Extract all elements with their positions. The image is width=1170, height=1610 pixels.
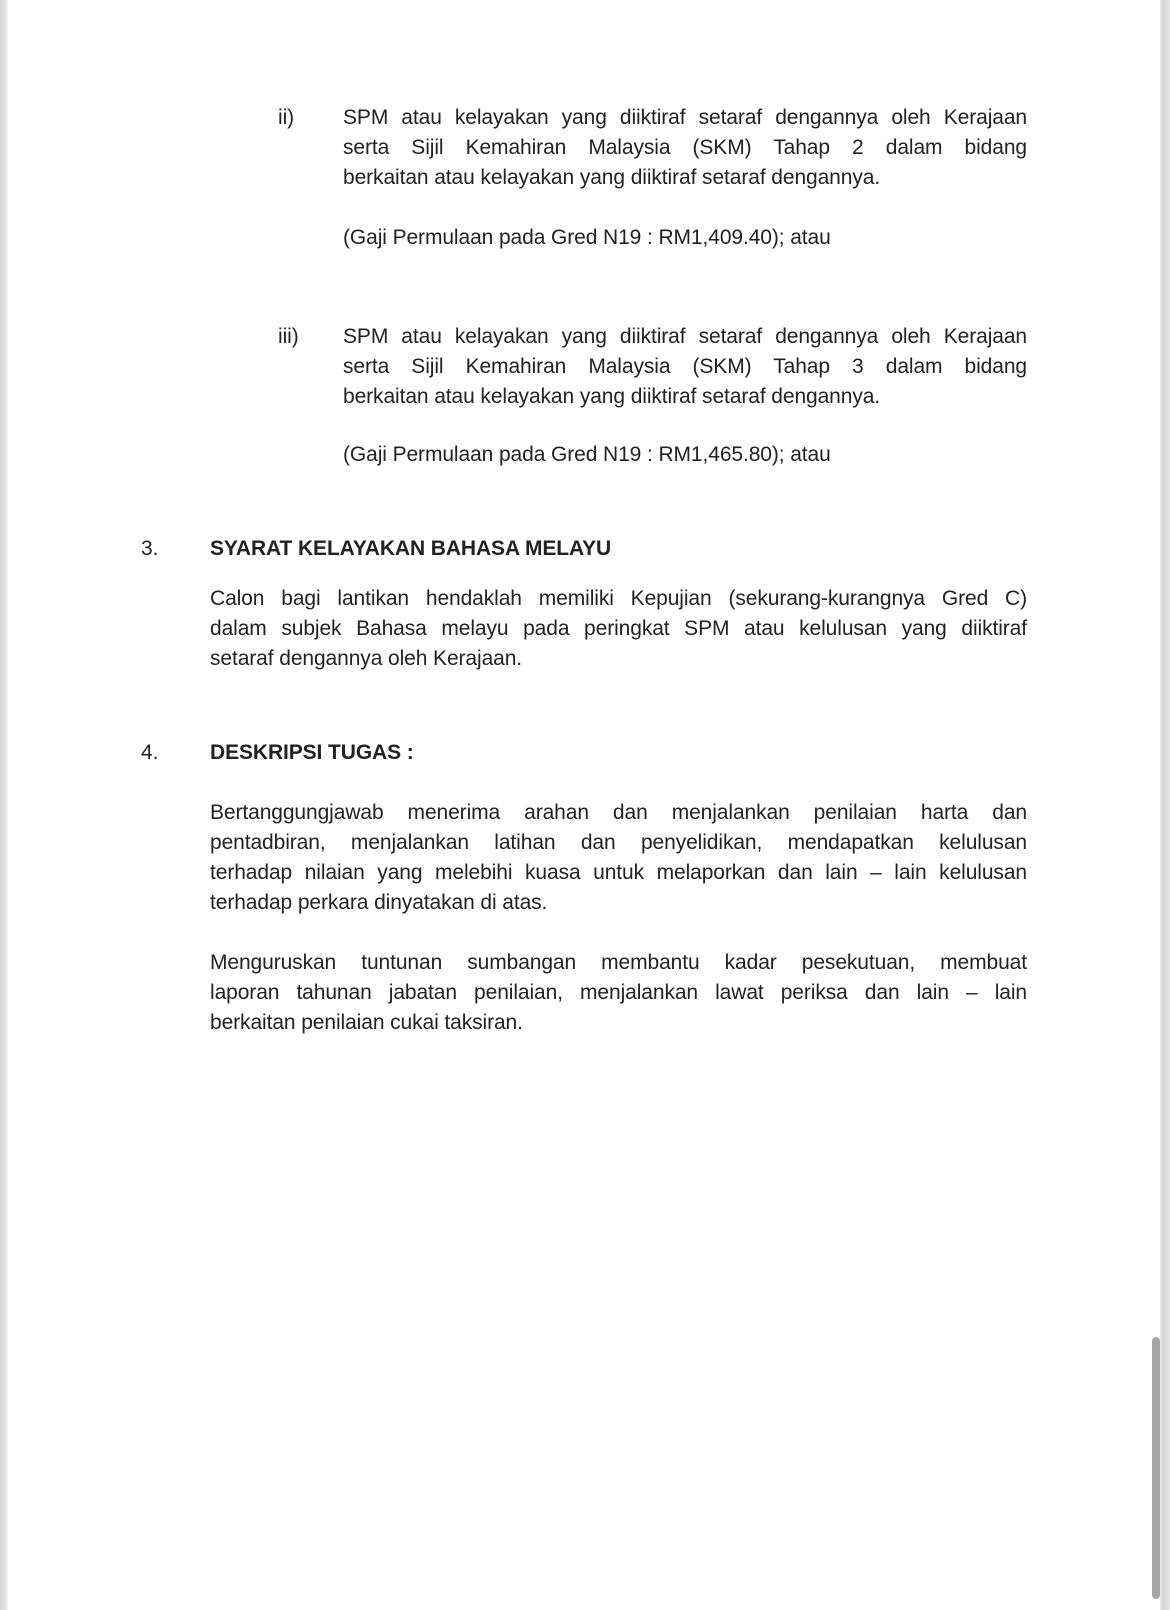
- page-right-edge: [1160, 0, 1170, 1610]
- item-ii-line-2: serta Sijil Kemahiran Malaysia (SKM) Tahap 2 dalam bidang: [343, 136, 1027, 159]
- item-ii-salary: (Gaji Permulaan pada Gred N19 : RM1,409.40); atau: [343, 226, 831, 249]
- item-iii-line-3: berkaitan atau kelayakan yang diiktiraf setaraf dengannya.: [343, 385, 881, 408]
- section-4-heading: DESKRIPSI TUGAS :: [210, 741, 414, 764]
- list-marker-ii: ii): [278, 106, 295, 129]
- section-3-number: 3.: [141, 537, 159, 560]
- section-3-para-line-2: dalam subjek Bahasa melayu pada peringkat SPM atau kelulusan yang diiktiraf: [210, 617, 1027, 640]
- section-4-para1-line-4: terhadap perkara dinyatakan di atas.: [210, 891, 548, 914]
- item-iii-line-1: SPM atau kelayakan yang diiktiraf setaraf dengannya oleh Kerajaan: [343, 325, 1027, 348]
- section-3-para-line-3: setaraf dengannya oleh Kerajaan.: [210, 647, 523, 670]
- vertical-scrollbar-thumb[interactable]: [1152, 1337, 1160, 1599]
- section-4-para2-line-1: Menguruskan tuntunan sumbangan membantu kadar pesekutuan, membuat: [210, 951, 1027, 974]
- item-ii-line-1: SPM atau kelayakan yang diiktiraf setaraf dengannya oleh Kerajaan: [343, 106, 1027, 129]
- section-4-para1-line-2: pentadbiran, menjalankan latihan dan penyelidikan, mendapatkan kelulusan: [210, 831, 1027, 854]
- section-4-para2-line-3: berkaitan penilaian cukai taksiran.: [210, 1011, 523, 1034]
- section-3-para-line-1: Calon bagi lantikan hendaklah memiliki Kepujian (sekurang-kurangnya Gred C): [210, 587, 1027, 610]
- item-iii-salary: (Gaji Permulaan pada Gred N19 : RM1,465.80); atau: [343, 443, 831, 466]
- section-4-number: 4.: [141, 741, 159, 764]
- section-4-para1-line-3: terhadap nilaian yang melebihi kuasa untuk melaporkan dan lain – lain kelulusan: [210, 861, 1027, 884]
- item-ii-line-3: berkaitan atau kelayakan yang diiktiraf setaraf dengannya.: [343, 166, 881, 189]
- item-iii-line-2: serta Sijil Kemahiran Malaysia (SKM) Tahap 3 dalam bidang: [343, 355, 1027, 378]
- section-4-para1-line-1: Bertanggungjawab menerima arahan dan menjalankan penilaian harta dan: [210, 801, 1027, 824]
- section-4-para2-line-2: laporan tahunan jabatan penilaian, menjalankan lawat periksa dan lain – lain: [210, 981, 1027, 1004]
- list-marker-iii: iii): [278, 325, 299, 348]
- section-3-heading: SYARAT KELAYAKAN BAHASA MELAYU: [210, 537, 612, 560]
